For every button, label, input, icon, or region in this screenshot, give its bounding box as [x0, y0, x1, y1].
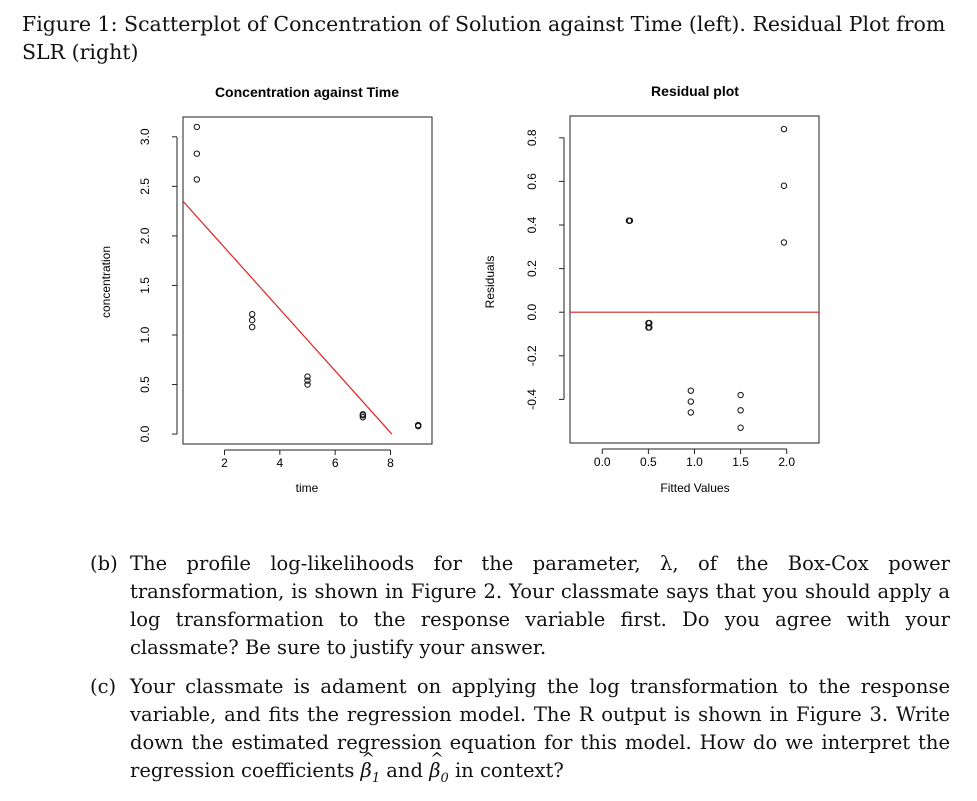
left-x-tick-label: 4 — [276, 456, 284, 470]
left-y-tick-label: 2.5 — [138, 178, 152, 195]
right-x-tick-label: 2.0 — [778, 455, 796, 469]
left-plot-frame — [183, 117, 432, 444]
right-y-tick-label: 0.2 — [525, 260, 539, 277]
right-data-point — [781, 240, 786, 245]
question-c — [90, 673, 950, 793]
right-plot-title: Residual plot — [651, 83, 739, 99]
right-y-tick-label: 0.6 — [525, 173, 539, 190]
right-y-tick-label: -0.2 — [525, 345, 539, 367]
beta1-hat: ^ $\beta_1$ — [361, 757, 381, 793]
question-c-text-before: Your classmate is adament on applying the log transformation to the response variable, and fits the regression model. The R output is shown in Figure 3. Write down the estimated regression equation for this model. How do we interpret the regression coefficients — [130, 675, 950, 782]
left-y-axis-title: concentration — [99, 245, 113, 319]
right-data-point — [688, 399, 693, 404]
right-x-tick-label: 0.5 — [640, 455, 657, 469]
question-b-text: The profile log-likelihoods for the parameter, λ, of the Box-Cox power transformation, is shown in Figure 2. Your classmate says that you should apply a log transformation to the response variable first. Do you agree with your classmate? Be sure to justify your answer. — [130, 552, 950, 659]
right-data-point — [738, 392, 743, 397]
left-y-tick-label: 3.0 — [138, 128, 152, 146]
right-data-point — [688, 410, 693, 415]
left-y-tick-label: 0.0 — [138, 425, 152, 443]
right-data-point — [781, 183, 786, 188]
left-x-tick-label: 6 — [331, 456, 339, 470]
left-data-point — [194, 124, 199, 129]
right-y-axis-title: Residuals — [483, 255, 497, 309]
right-x-axis-title: Fitted Values — [660, 481, 730, 495]
right-y-tick-label: -0.4 — [525, 389, 539, 410]
left-x-tick-label: 8 — [387, 456, 394, 470]
right-x-tick-label: 1.5 — [732, 455, 749, 469]
left-y-tick-label: 1.0 — [138, 326, 152, 344]
right-y-tick-label: 0.0 — [525, 303, 539, 321]
right-y-tick-label: 0.4 — [525, 216, 539, 234]
figure-caption: Figure 1: Scatterplot of Concentration of Solution against Time (left). Residual Plot from SLR (right) — [22, 12, 946, 64]
right-data-point — [688, 388, 693, 393]
right-data-point — [781, 126, 786, 131]
right-data-point — [738, 408, 743, 413]
left-data-point — [194, 177, 199, 182]
left-y-tick-label: 1.5 — [138, 277, 152, 294]
right-data-point — [738, 425, 743, 430]
question-c-text — [130, 673, 950, 793]
left-y-tick-label: 0.5 — [138, 376, 152, 393]
left-data-point — [249, 324, 254, 329]
left-plot — [99, 84, 432, 495]
question-c-label: (c) — [90, 675, 117, 698]
question-c-text-middle: and — [380, 759, 430, 782]
left-data-point — [249, 317, 254, 322]
right-x-tick-label: 1.0 — [686, 455, 703, 469]
left-data-point — [194, 151, 199, 156]
left-fit-line — [183, 201, 392, 434]
question-b — [90, 550, 950, 662]
question-c-text-after: in context? — [448, 759, 564, 782]
right-plot-frame — [570, 116, 819, 443]
left-y-tick-label: 2.0 — [138, 227, 152, 245]
right-y-tick-label: 0.8 — [525, 129, 539, 147]
right-x-tick-label: 0.0 — [593, 455, 611, 469]
left-data-point — [249, 311, 254, 316]
question-b-label: (b) — [90, 552, 118, 575]
beta0-hat: ^ $\beta_0$ — [429, 757, 449, 793]
left-x-tick-label: 2 — [221, 456, 228, 470]
left-plot-title: Concentration against Time — [214, 84, 400, 100]
right-plot — [483, 83, 819, 495]
left-x-axis-title: time — [295, 481, 319, 495]
left-data-point — [305, 374, 310, 379]
